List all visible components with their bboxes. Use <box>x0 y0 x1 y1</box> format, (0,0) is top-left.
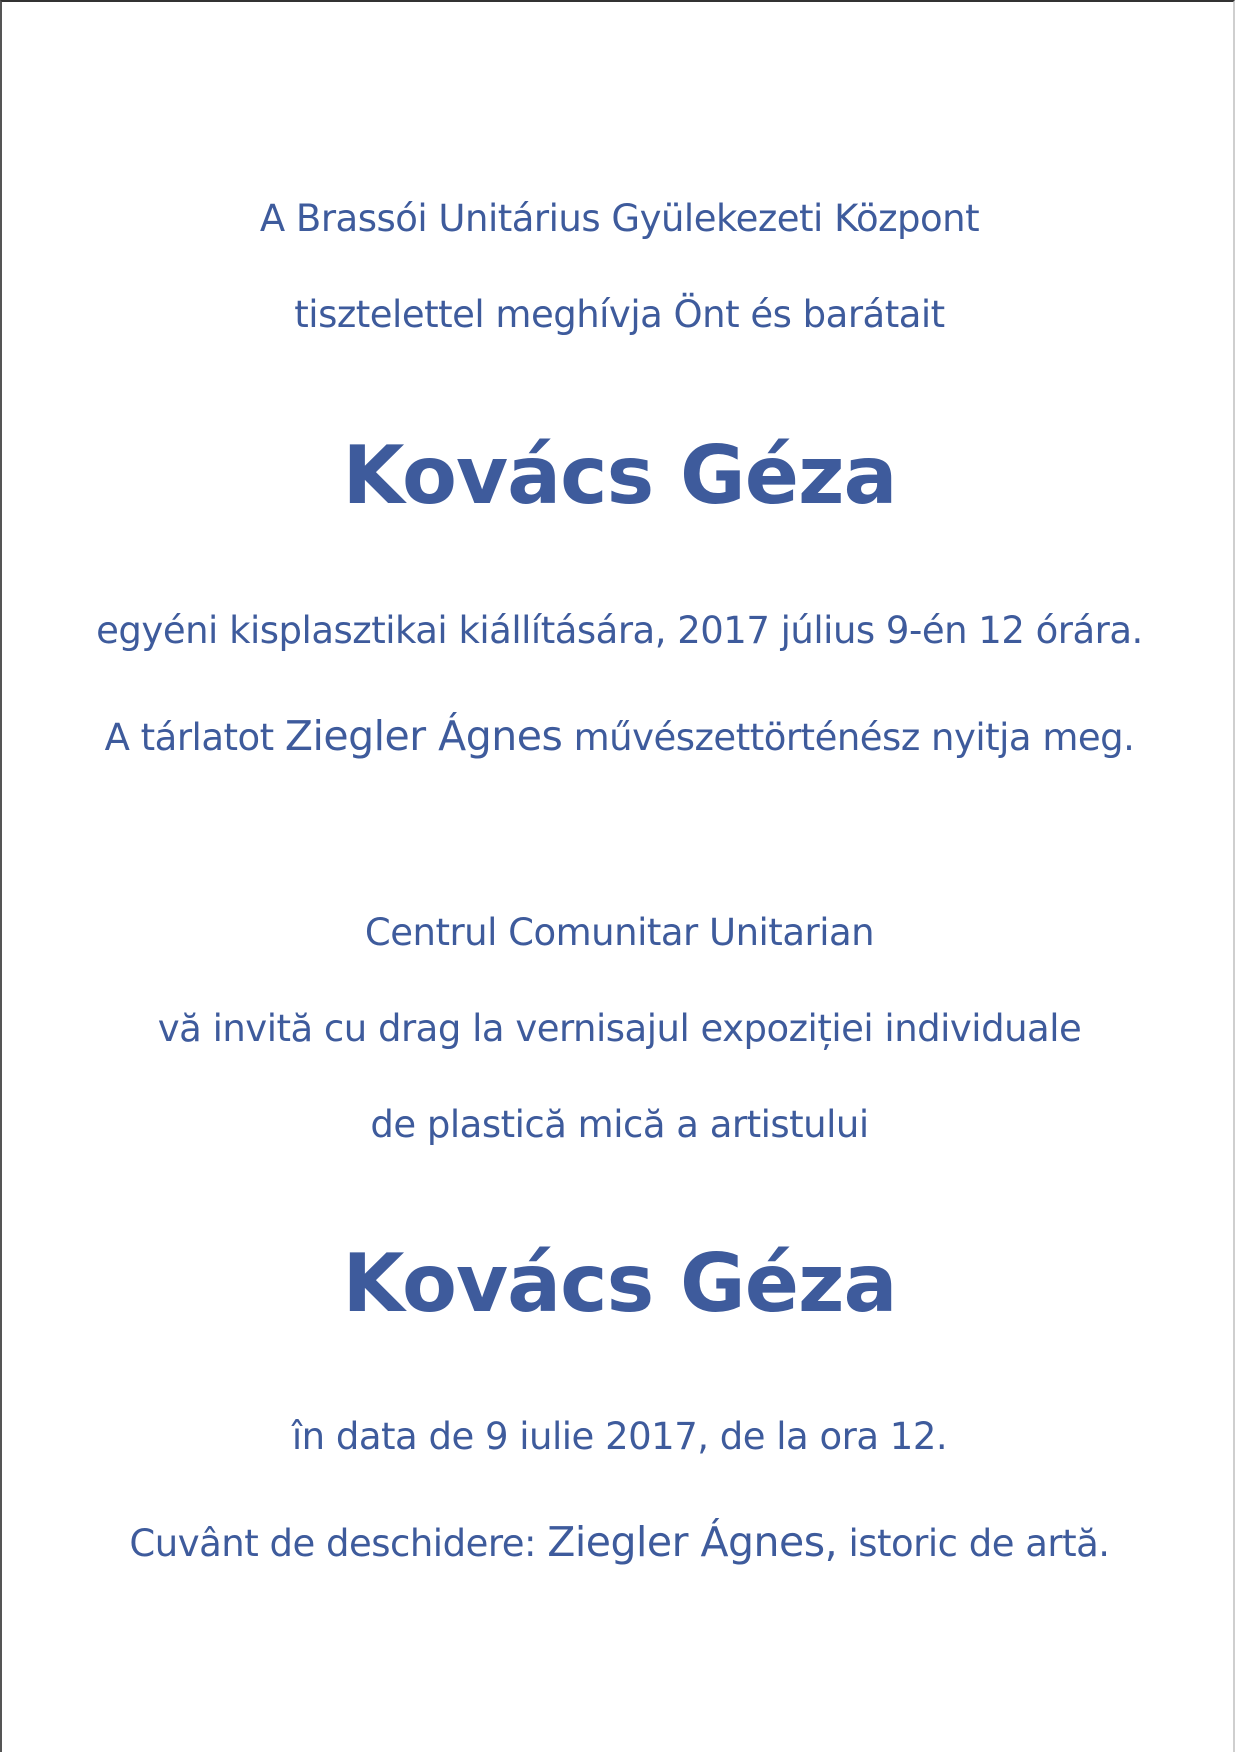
romanian-invitation-line-2: de plastică mică a artistului <box>370 1103 869 1146</box>
romanian-opening-suffix: istoric de artă. <box>848 1522 1110 1565</box>
romanian-event-details: în data de 9 iulie 2017, de la ora 12. <box>291 1415 948 1458</box>
romanian-invitation-line-1: vă invită cu drag la vernisajul expoziției individuale <box>157 1007 1082 1050</box>
hungarian-event-details: egyéni kisplasztikai kiállítására, 2017 július 9-én 12 órára. <box>96 609 1143 652</box>
hungarian-opening-suffix: művészettörténész nyitja meg. <box>573 716 1135 759</box>
hungarian-invitation-text: tisztelettel meghívja Önt és barátait <box>294 293 945 336</box>
romanian-opening-speaker: Ziegler Ágnes, <box>547 1518 838 1566</box>
hungarian-opening-line <box>2 712 1235 760</box>
romanian-opening-prefix: Cuvânt de deschidere: <box>129 1522 536 1565</box>
hungarian-opening-speaker: Ziegler Ágnes <box>284 712 563 760</box>
romanian-artist-name: Kovács Géza <box>342 1237 897 1330</box>
hungarian-organizer: A Brassói Unitárius Gyülekezeti Központ <box>259 197 980 240</box>
romanian-opening-line <box>2 1518 1235 1566</box>
hungarian-opening-prefix: A tárlatot <box>104 716 274 759</box>
hungarian-artist-name: Kovács Géza <box>342 429 897 522</box>
romanian-organizer: Centrul Comunitar Unitarian <box>364 911 875 954</box>
